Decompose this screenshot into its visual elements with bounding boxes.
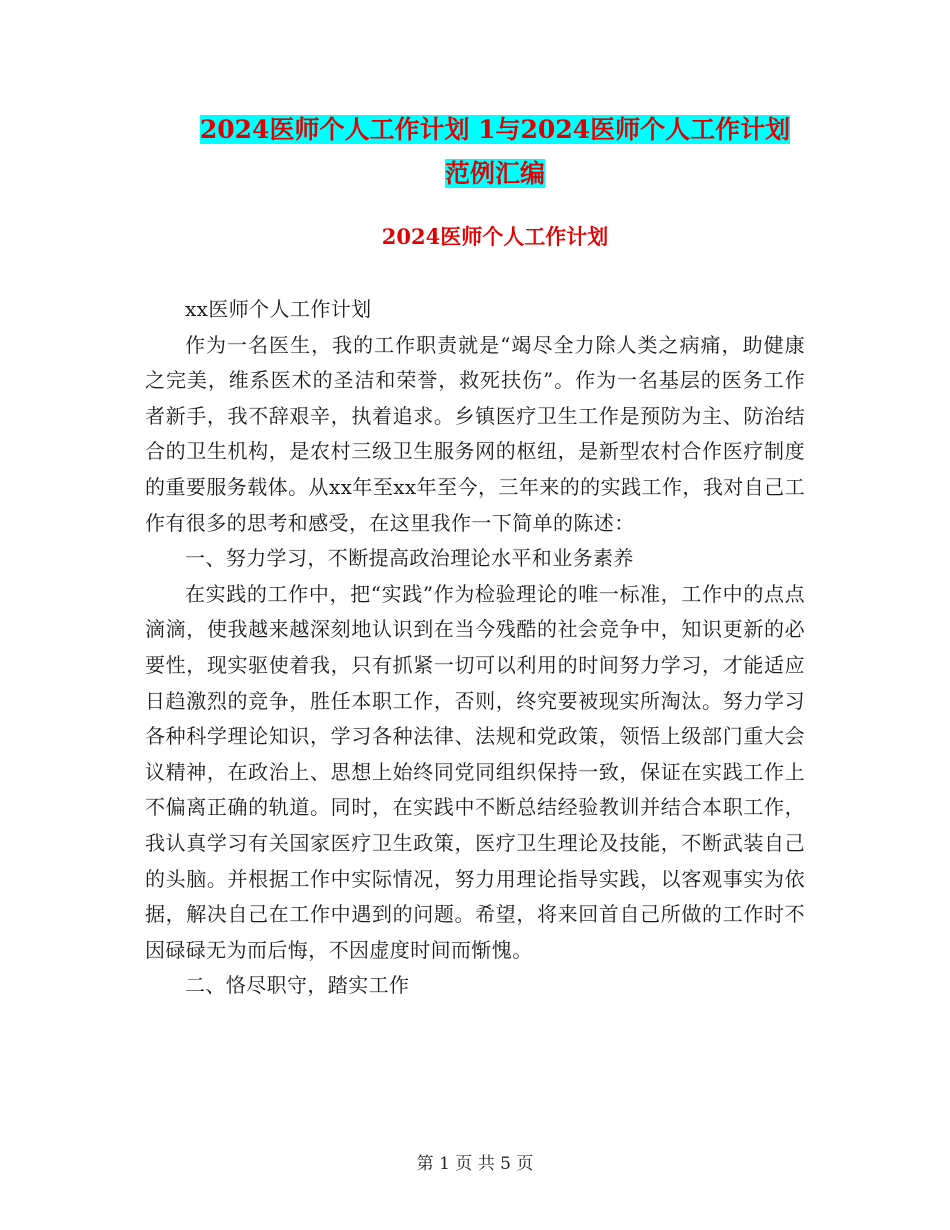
paragraph-subtitle: xx医师个人工作计划 bbox=[185, 297, 372, 321]
section-title: 2024医师个人工作计划 bbox=[381, 224, 609, 249]
document-body bbox=[145, 292, 805, 1004]
heading-section-1: 一、努力学习，不断提高政治理论水平和业务素养 bbox=[185, 546, 634, 571]
document-title-line2: 范例汇编 bbox=[444, 159, 545, 188]
page-footer: 第 1 页 共 5 页 bbox=[416, 1154, 534, 1174]
paragraph-section-1: 在实践的工作中，把“实践”作为检验理论的唯一标准，工作中的点点滴滴，使我越来越深刻地认识到在当今残酷的社会竞争中，知识更新的必要性，现实驱使着我，只有抓紧一切可以利用的时间努力学习，才能适应日趋激烈的竞争，胜任本职工作，否则，终究要被现实所淘汰。努力学习各种科学理论知识，学习各种法律、法规和党政策，领悟上级部门重大会议精神，在政治上、思想上始终同党同组织保持一致，保证在实践工作上不偏离正确的轨道。同时，在实践中不断总结经验教训并结合本职工作，我认真学习有关国家医疗卫生政策，医疗卫生理论及技能，不断武装自己的头脑。并根据工作中实际情况，努力用理论指导实践，以客观事实为依据，解决自己在工作中遇到的问题。希望，将来回首自己所做的工作时不因碌碌无为而后悔，不因虚度时间而惭愧。 bbox=[145, 581, 805, 962]
document-title bbox=[145, 108, 845, 196]
paragraph-intro: 作为一名医生，我的工作职责就是“竭尽全力除人类之病痛，助健康之完美，维系医术的圣洁和荣誉，救死扶伤”。作为一名基层的医务工作者新手，我不辞艰辛，执着追求。乡镇医疗卫生工作是预防为主、防治结合的卫生机构，是农村三级卫生服务网的枢纽，是新型农村合作医疗制度的重要服务载体。从xx年至xx年至今，三年来的的实践工作，我对自己工作有很多的思考和感受，在这里我作一下简单的陈述： bbox=[145, 332, 805, 535]
heading-section-2: 二、恪尽职守，踏实工作 bbox=[185, 973, 410, 998]
document-title-line1: 2024医师个人工作计划 1与2024医师个人工作计划 bbox=[199, 115, 791, 144]
